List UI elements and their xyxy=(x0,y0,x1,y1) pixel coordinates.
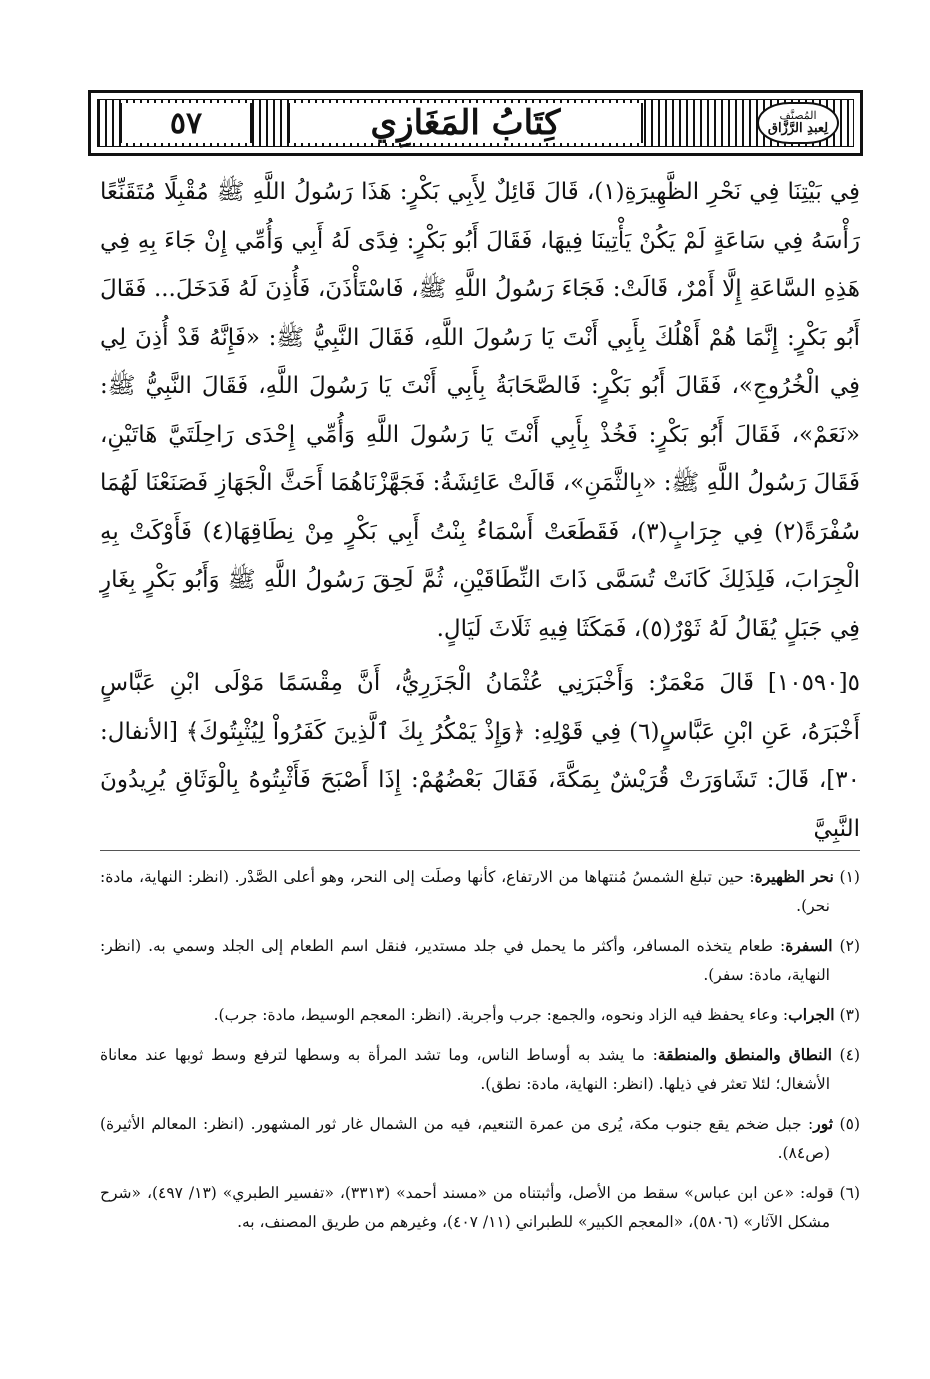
body-paragraph-2: ٥[١٠٥٩٠] قَالَ مَعْمَرٌ: وَأَخْبَرَنِي عُثْمَانُ الْجَزَرِيُّ، أَنَّ مِقْسَمًا مَوْلَى ابْنِ عَبَّاسٍ أَخْبَرَهُ، عَنِ ابْنِ عَبَّاسٍ(٦) فِي قَوْلِهِ: ﴿وَإِذْ يَمْكُرُ بِكَ ٱلَّذِينَ كَفَرُواْ لِيُثْبِتُوكَ﴾ [الأنفال: ٣٠]، قَالَ: تَشَاوَرَتْ قُرَيْشٌ بِمَكَّةَ، فَقَالَ بَعْضُهُمْ: إِذَا أَصْبَحَ فَأَثْبِتُوهُ بِالْوَثَاقِ يُرِيدُونَ النَّبِيَّ xyxy=(100,670,860,842)
footnote xyxy=(100,931,860,990)
footnote-term: السفرة xyxy=(785,936,833,955)
footnote-text: : وعاء يحفظ فيه الزاد ونحوه، والجمع: جرب وأجربة. (انظر: المعجم الوسيط، مادة: جرب). xyxy=(213,1006,789,1024)
footnote xyxy=(100,862,860,921)
body-paragraph-1: فِي بَيْتِنَا فِي نَحْرِ الظَّهِيرَةِ(١)، قَالَ قَائِلٌ لِأَبِي بَكْرٍ: هَذَا رَسُولُ اللَّهِ ﷺ مُقْبِلًا مُتَقَنِّعًا رَأْسَهُ فِي سَاعَةٍ لَمْ يَكُنْ يَأْتِينَا فِيهَا، فَقَالَ أَبُو بَكْرٍ: فِدًى لَهُ أَبِي وَأُمِّي إِنْ جَاءَ بِهِ فِي هَذِهِ السَّاعَةِ إِلَّا أَمْرٌ، قَالَتْ: فَجَاءَ رَسُولُ اللَّهِ ﷺ، فَاسْتَأْذَنَ، فَأُذِنَ لَهُ فَدَخَلَ... فَقَالَ أَبُو بَكْرٍ: إِنَّمَا هُمْ أَهْلُكَ بِأَبِي أَنْتَ يَا رَسُولَ اللَّهِ، فَقَالَ النَّبِيُّ ﷺ: «فَإِنَّهُ قَدْ أُذِنَ لِي فِي الْخُرُوجِ»، فَقَالَ أَبُو بَكْرٍ: فَالصَّحَابَةُ بِأَبِي أَنْتَ يَا رَسُولَ اللَّهِ، فَقَالَ النَّبِيُّ ﷺ: «نَعَمْ»، فَقَالَ أَبُو بَكْرٍ: فَخُذْ بِأَبِي أَنْتَ يَا رَسُولَ اللَّهِ وَأُمِّي إِحْدَى رَاحِلَتَيَّ هَاتَيْنِ، فَقَالَ رَسُولُ اللَّهِ ﷺ: «بِالثَّمَنِ»، قَالَتْ عَائِشَةُ: فَجَهَّزْنَاهُمَا أَحَثَّ الْجَهَازِ فَصَنَعْنَا لَهُمَا سُفْرَةً(٢) فِي جِرَابٍ(٣)، فَقَطَعَتْ أَسْمَاءُ بِنْتُ أَبِي بَكْرٍ مِنْ نِطَاقِهَا(٤) فَأَوْكَتْ بِهِ الْجِرَابَ، فَلِذَلِكَ كَانَتْ تُسَمَّى ذَاتَ النِّطَاقَيْنِ، ثُمَّ لَحِقَ رَسُولُ اللَّهِ ﷺ وَأَبُو بَكْرٍ بِغَارٍ فِي جَبَلٍ يُقَالُ لَهُ ثَوْرٌ(٥)، فَمَكَثَا فِيهِ ثَلَاثَ لَيَالٍ. xyxy=(100,179,861,642)
page-header xyxy=(88,90,863,156)
footnote-number: (٤) xyxy=(839,1046,860,1064)
footnote-number: (٢) xyxy=(839,937,860,955)
logo-line-1: المُصنَّف xyxy=(779,109,817,123)
footnote-text: : ما يشد به أوساط الناس، وما تشد المرأة به وسطها لترفع وسط ثوبها عند معاناة الأشغال؛ لئلا تعثر في ذيلها. (انظر: النهاية، مادة: نطق). xyxy=(100,1046,830,1093)
footnote xyxy=(100,1178,860,1237)
title-cartouche xyxy=(288,103,643,143)
logo-line-2: لِعبدِ الرَّزَّاق xyxy=(767,120,829,136)
main-text xyxy=(100,168,860,853)
footnote-term: نحر الظهيرة xyxy=(754,867,834,886)
footnote-text: : طعام يتخذه المسافر، وأكثر ما يحمل في جلد مستدير، فنقل اسم الطعام إلى الجلد وسمي به. (انظر: النهاية، مادة: سفر). xyxy=(100,937,830,984)
book-logo xyxy=(757,102,839,144)
page-number-cartouche xyxy=(120,103,252,143)
footnote xyxy=(100,1040,860,1099)
footnote-number: (١) xyxy=(839,868,860,886)
footnote-text: : حين تبلغ الشمسُ مُنتهاها من الارتفاع، كأنها وصلَت إلى النحر، وهو أعلى الصَّدْر. (انظر: النهاية، مادة: نحر). xyxy=(100,868,830,915)
page-number: ٥٧ xyxy=(169,105,203,141)
footnotes xyxy=(100,862,860,1247)
footnote-text: : جبل ضخم يقع جنوب مكة، يُرى من عمرة التنعيم، فيه من الشمال غار ثور المشهور. (انظر: المعالم الأثيرة) (ص٨٤). xyxy=(100,1115,830,1162)
header-ornament-border xyxy=(97,99,854,147)
footnote-text: قوله: «عن ابن عباس» سقط من الأصل، وأثبتناه من «مسند أحمد» (٣٣١٣)، «تفسير الطبري» (١٣/ ٤٩٧)، «شرح مشكل الآثار» (٥٨٠٦)، «المعجم الكبير» للطبراني (١١/ ٤٠٧)، وغيرهم من طريق المصنف، به. xyxy=(100,1184,834,1231)
footnote-divider xyxy=(100,850,860,851)
footnote-term: الجراب xyxy=(788,1005,835,1024)
footnote xyxy=(100,1109,860,1168)
footnote-term: النطاق والمنطق والمنطقة xyxy=(657,1045,832,1064)
footnote xyxy=(100,1000,860,1030)
footnote-number: (٦) xyxy=(839,1184,860,1202)
chapter-title: كِتَابُ المَغَازِي xyxy=(370,103,561,143)
footnote-number: (٣) xyxy=(839,1006,860,1024)
footnote-number: (٥) xyxy=(839,1115,860,1133)
footnote-term: ثور xyxy=(813,1114,834,1133)
